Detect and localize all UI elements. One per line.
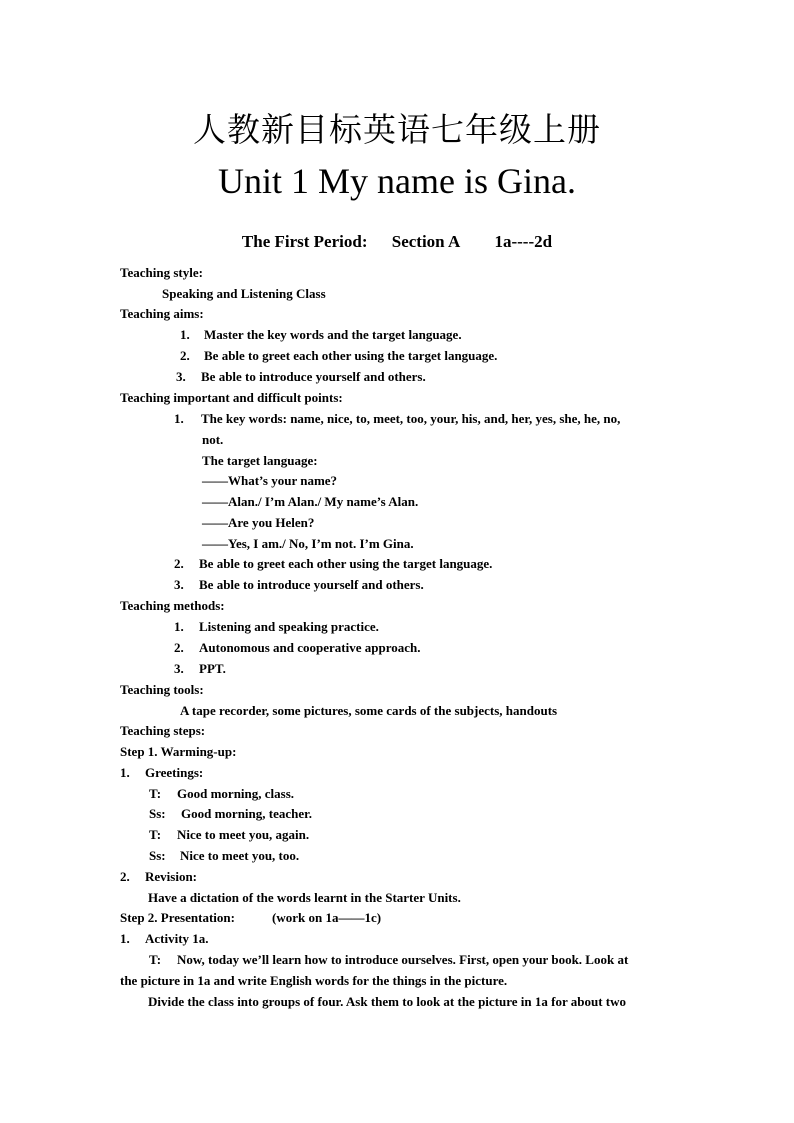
target-language-label: The target language:: [202, 453, 318, 468]
dialog-line: ——What’s your name?: [202, 473, 338, 488]
unit-title: Unit 1 My name is Gina.: [218, 161, 576, 201]
aim-item: 2. Be able to greet each other using the target language.: [180, 348, 498, 363]
period-heading: [0, 232, 794, 252]
points-item: 3. Be able to introduce yourself and others.: [174, 577, 424, 592]
dialog-line: ——Alan./ I’m Alan./ My name’s Alan.: [202, 494, 419, 509]
section-label: Section A: [391, 232, 461, 251]
teaching-style-heading: Teaching style:: [120, 265, 203, 280]
teaching-style-value: Speaking and Listening Class: [162, 286, 326, 301]
period-label: The First Period:: [241, 232, 368, 251]
method-item: 2. Autonomous and cooperative approach.: [174, 640, 421, 655]
revision-text: Have a dictation of the words learnt in the Starter Units.: [148, 890, 461, 905]
step-1-heading: Step 1. Warming-up:: [120, 744, 237, 759]
points-heading: Teaching important and difficult points:: [120, 390, 343, 405]
aim-item: 3. Be able to introduce yourself and others.: [176, 369, 426, 384]
points-item: 2. Be able to greet each other using the target language.: [174, 556, 493, 571]
points-item: 1. The key words: name, nice, to, meet, too, your, his, and, her, yes, she, he, no,: [174, 411, 621, 426]
teaching-aims-heading: Teaching aims:: [120, 306, 204, 321]
aim-item: 1. Master the key words and the target language.: [180, 327, 462, 342]
divide-instruction: Divide the class into groups of four. Ask them to look at the picture in 1a for about two: [148, 994, 627, 1009]
teacher-line: T: Now, today we’ll learn how to introduce ourselves. First, open your book. Look at: [149, 952, 629, 967]
exchange-line: T: Nice to meet you, again.: [149, 827, 310, 842]
chinese-title: 人教新目标英语七年级上册: [193, 110, 601, 149]
revision-item: 2. Revision:: [120, 869, 197, 884]
exchange-line: Ss: Good morning, teacher.: [149, 806, 312, 821]
teacher-line-continued: the picture in 1a and write English words for the things in the picture.: [120, 973, 508, 988]
steps-heading: Teaching steps:: [120, 723, 206, 738]
dialog-line: ——Yes, I am./ No, I’m not. I’m Gina.: [202, 536, 414, 551]
exchange-line: T: Good morning, class.: [149, 786, 295, 801]
method-item: 3. PPT.: [174, 661, 226, 676]
tools-value: A tape recorder, some pictures, some cards of the subjects, handouts: [180, 703, 558, 718]
exchange-line: Ss: Nice to meet you, too.: [149, 848, 300, 863]
points-item-continued: not.: [202, 432, 224, 447]
dialog-line: ——Are you Helen?: [202, 515, 315, 530]
method-item: 1. Listening and speaking practice.: [174, 619, 379, 634]
step-2-heading: Step 2. Presentation: (work on 1a——1c): [120, 910, 382, 925]
tools-heading: Teaching tools:: [120, 682, 204, 697]
section-range: 1a----2d: [494, 232, 553, 251]
methods-heading: Teaching methods:: [120, 598, 225, 613]
greetings-item: 1. Greetings:: [120, 765, 204, 780]
activity-item: 1. Activity 1a.: [120, 931, 209, 946]
